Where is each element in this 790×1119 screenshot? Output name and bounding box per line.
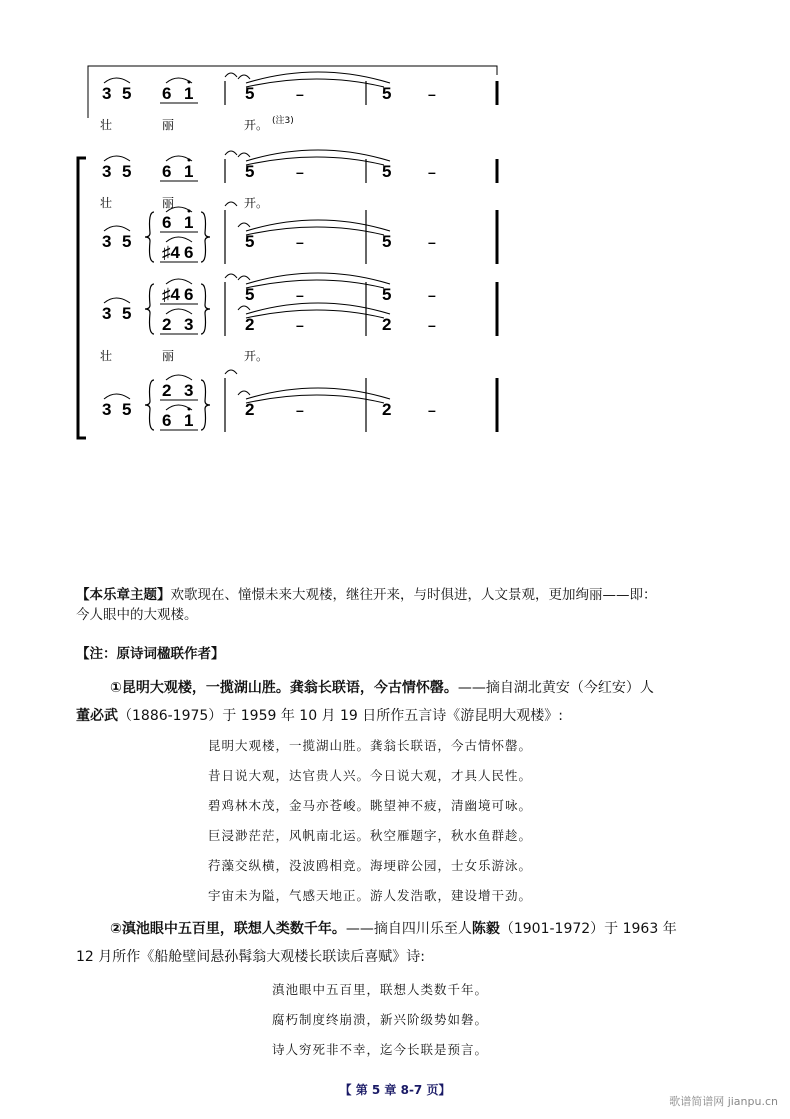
note-digit: 1 [184, 411, 194, 430]
item2-rest: ——摘自四川乐至人 [345, 921, 472, 937]
tie [246, 273, 390, 284]
poem-line: 腐朽制度终崩溃，新兴阶级势如磐。 [272, 1012, 489, 1027]
tie [246, 310, 384, 318]
dash: – [428, 86, 436, 102]
dash: – [428, 164, 436, 180]
item1-rest: ——摘自湖北黄安（今红安）人 [457, 680, 654, 696]
lyric-char: 开。 [244, 349, 269, 363]
octave-dot [188, 159, 191, 162]
note-digit: 2 [162, 381, 172, 400]
dash: – [296, 402, 304, 418]
note-digit: ♯4 [162, 243, 180, 262]
theme-text-2: 今人眼中的大观楼。 [76, 607, 198, 623]
theme-label: 【本乐章主题】 [76, 587, 171, 603]
grace-fermata [238, 391, 250, 395]
dash: – [296, 287, 304, 303]
note-digit: 6 [162, 213, 172, 232]
poem-line: 宇宙未为隘，气感天地正。游人发浩歌，建设增干劲。 [208, 888, 533, 903]
grace-fermata [238, 223, 250, 227]
item2-paragraph [76, 915, 716, 971]
note-digit: 5 [382, 232, 392, 251]
note-digit: 5 [382, 84, 392, 103]
grace-fermata [238, 306, 250, 310]
poem-line: 巨浸渺茫茫，风帆南北运。秋空雁题字，秋水鱼群趁。 [208, 828, 533, 843]
item1-rest2: （1886-1975）于 1959 年 10 月 19 日所作五言诗《游昆明大观楼》: [118, 708, 563, 724]
fermata [225, 151, 237, 155]
item2-rest3: 12 月所作《船舱壁间悬孙髯翁大观楼长联读后喜赋》诗: [76, 949, 425, 965]
note-digit: 6 [184, 285, 194, 304]
note-digit: 2 [245, 315, 255, 334]
dash: – [296, 86, 304, 102]
tie [246, 150, 390, 161]
poem-line: 滇池眼中五百里，联想人类数千年。 [272, 982, 489, 997]
lyric-char: 壮 [100, 118, 113, 132]
note-digit: 3 [102, 232, 112, 251]
tie [246, 157, 384, 165]
jianpu-score [0, 0, 790, 470]
slur [166, 279, 192, 284]
slur [166, 237, 192, 242]
note-digit: 1 [184, 213, 194, 232]
chord-brace-right [201, 380, 210, 430]
note-digit: 3 [102, 84, 112, 103]
poem-line: 碧鸡林木茂，金马亦苍峻。眺望神不疲，清幽境可咏。 [208, 798, 533, 813]
note-digit: 5 [245, 84, 255, 103]
fermata [225, 370, 237, 374]
note-digit: 2 [162, 315, 172, 334]
note-digit: 5 [245, 162, 255, 181]
slur [104, 394, 130, 399]
note-digit: 2 [382, 315, 392, 334]
slur [166, 375, 192, 380]
item2-lead: ②滇池眼中五百里，联想人类数千年。 [110, 921, 346, 937]
tie [246, 280, 384, 288]
theme-text: 欢歌现在、憧憬未来大观楼，继往开来，与时俱进，人文景观，更加绚丽——即： [170, 587, 657, 603]
poem-line: 昔日说大观，达官贵人兴。今日说大观，才具人民性。 [208, 768, 533, 783]
tie [246, 220, 390, 231]
tie [246, 388, 390, 399]
fermata [225, 274, 237, 278]
note-digit: 3 [184, 315, 194, 334]
chord-brace-right [201, 284, 210, 334]
dash: – [296, 234, 304, 250]
chord-brace-left [145, 212, 154, 262]
item1-poem [208, 731, 532, 911]
lyric-char: 壮 [100, 349, 113, 363]
fermata [225, 73, 237, 77]
note-digit: 3 [102, 304, 112, 323]
slur [104, 226, 130, 231]
note-digit: 3 [102, 400, 112, 419]
grace-fermata [238, 153, 250, 157]
lyric-char: 丽 [162, 349, 175, 363]
tie [246, 303, 390, 314]
item2-poem [272, 975, 488, 1065]
slur [104, 78, 130, 83]
item1-author: 董必武 [76, 708, 118, 724]
lyric-char: 开。 [244, 118, 269, 132]
note-digit: 6 [162, 162, 172, 181]
dash: – [428, 402, 436, 418]
fermata [225, 202, 237, 206]
dash: – [428, 287, 436, 303]
poem-line: 荇藻交纵横，没波鸥相竞。海埂辟公园，士女乐游泳。 [208, 858, 533, 873]
slur [104, 298, 130, 303]
note-heading-text: 【注：原诗词楹联作者】 [76, 646, 225, 662]
item1-lead: ①昆明大观楼，一揽湖山胜。龚翁长联语，今古情怀罄。 [110, 680, 458, 696]
note-digit: 1 [184, 162, 194, 181]
poem-line: 诗人穷死非不幸，迄今长联是预言。 [272, 1042, 489, 1057]
chord-brace-left [145, 284, 154, 334]
note-digit: 1 [184, 84, 194, 103]
note-digit: 5 [122, 232, 132, 251]
poem-line: 昆明大观楼，一揽湖山胜。龚翁长联语，今古情怀罄。 [208, 738, 533, 753]
lyric-char: 壮 [100, 196, 113, 210]
page-footer: 【 第 5 章 8-7 页】 [339, 1083, 451, 1097]
lyric-char: 丽 [162, 196, 175, 210]
note-digit: 3 [102, 162, 112, 181]
item2-author: 陈毅 [471, 921, 500, 937]
lyric-char: 丽 [162, 118, 175, 132]
note-digit: 2 [382, 400, 392, 419]
lyric-char: 开。 [244, 196, 269, 210]
note-digit: 3 [184, 381, 194, 400]
watermark: 歌谱简谱网 jianpu.cn [669, 1095, 778, 1108]
theme-paragraph [76, 585, 716, 625]
grace-fermata [238, 75, 250, 79]
slur [166, 309, 192, 314]
footnote-marker: (注3) [272, 116, 294, 126]
note-digit: 5 [382, 162, 392, 181]
note-digit: 2 [245, 400, 255, 419]
note-digit: 6 [184, 243, 194, 262]
dash: – [428, 317, 436, 333]
note-digit: 5 [122, 400, 132, 419]
chord-brace-right [201, 212, 210, 262]
tie [246, 395, 384, 403]
item1-paragraph [76, 674, 716, 730]
note-digit: 6 [162, 84, 172, 103]
note-digit: 5 [382, 285, 392, 304]
note-digit: 5 [245, 232, 255, 251]
note-heading [76, 644, 716, 664]
note-digit: 5 [122, 162, 132, 181]
octave-dot [188, 210, 191, 213]
tie [246, 227, 384, 235]
octave-dot [188, 81, 191, 84]
dash: – [296, 317, 304, 333]
note-digit: 5 [245, 285, 255, 304]
note-digit: 5 [122, 304, 132, 323]
tie [246, 72, 390, 83]
item2-rest2: （1901-1972）于 1963 年 [499, 921, 677, 937]
octave-dot [188, 408, 191, 411]
chord-brace-left [145, 380, 154, 430]
tie [246, 79, 384, 87]
slur [104, 156, 130, 161]
dash: – [428, 234, 436, 250]
dash: – [296, 164, 304, 180]
system-bracket [78, 158, 86, 438]
note-digit: 5 [122, 84, 132, 103]
grace-fermata [238, 276, 250, 280]
note-digit: ♯4 [162, 285, 180, 304]
note-digit: 6 [162, 411, 172, 430]
